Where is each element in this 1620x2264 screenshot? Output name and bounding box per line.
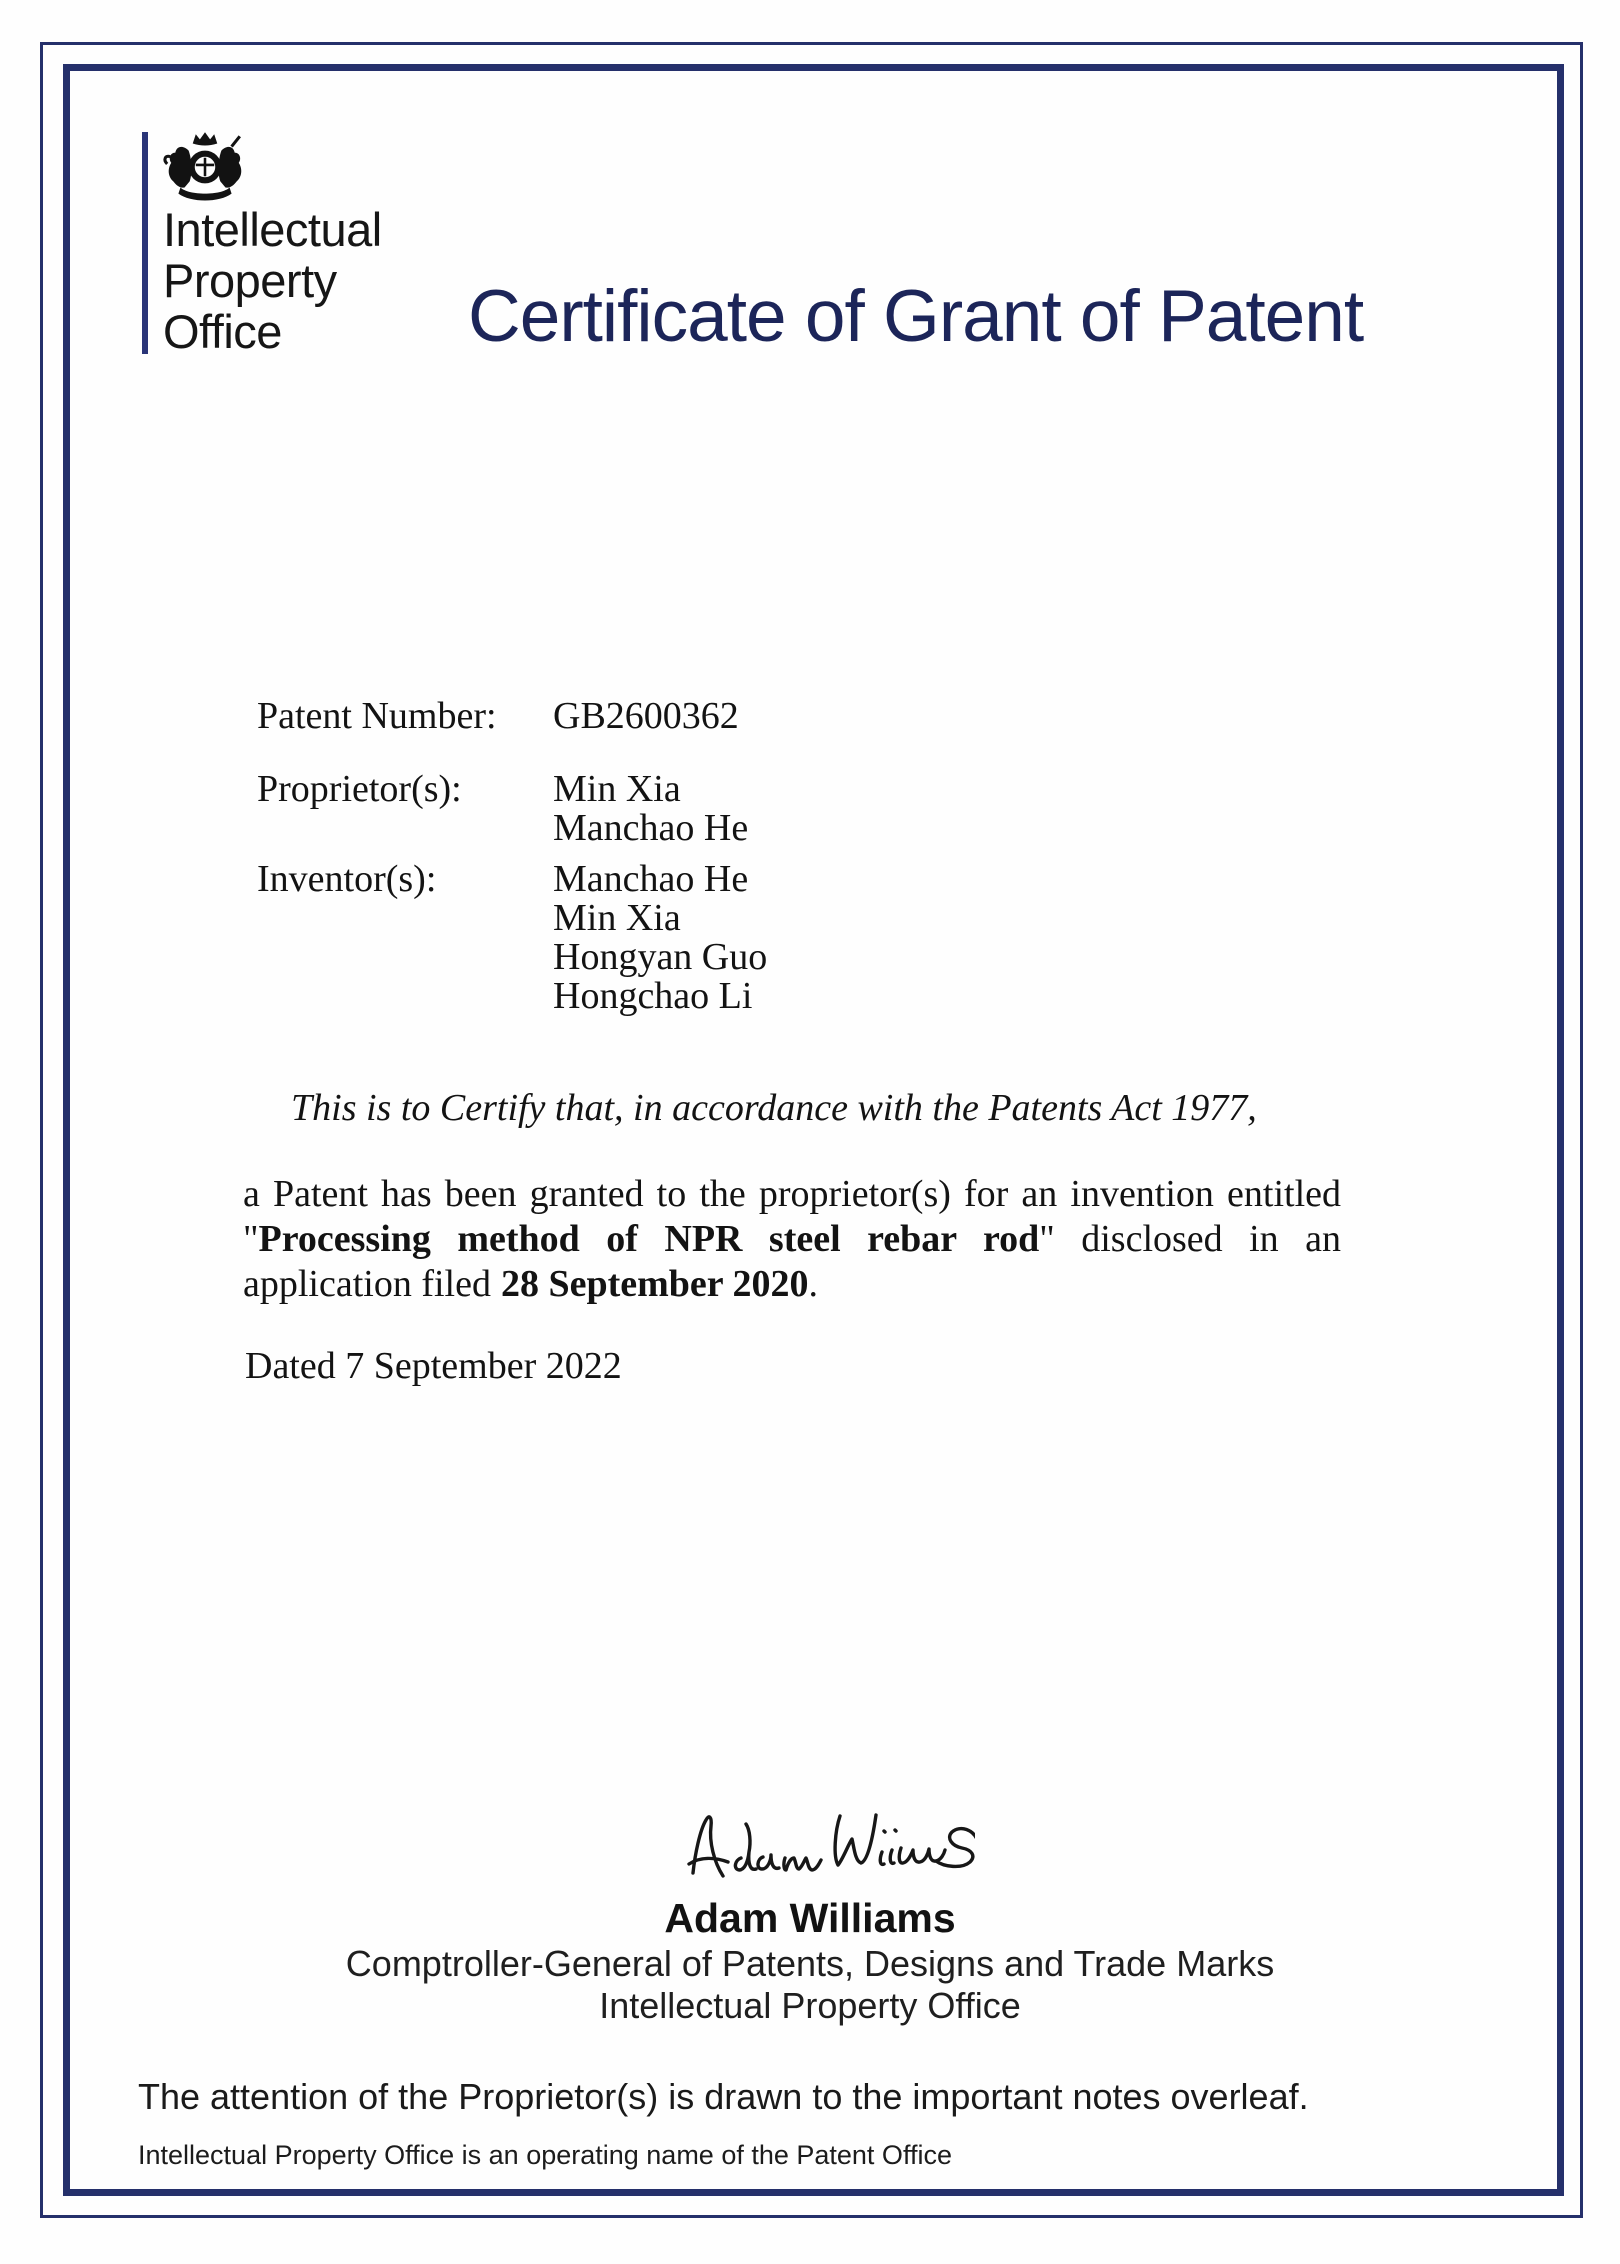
detail-label: Proprietor(s): — [257, 768, 462, 810]
signature-icon — [685, 1800, 975, 1886]
logo-line: Office — [163, 305, 282, 358]
detail-row-inventors — [257, 860, 767, 1016]
inventor-name: Hongchao Li — [553, 975, 753, 1017]
inventor-name: Manchao He — [553, 858, 749, 900]
detail-value — [553, 860, 767, 1016]
logo-wordmark — [163, 204, 382, 357]
logo-vertical-bar — [142, 132, 148, 354]
grant-line-3 — [243, 1262, 1341, 1307]
detail-row-proprietors — [257, 770, 767, 848]
patent-details — [257, 697, 767, 1016]
attention-note: The attention of the Proprietor(s) is drawn to the important notes overleaf. — [138, 2076, 1309, 2117]
detail-label: Inventor(s): — [257, 858, 437, 900]
inventor-name: Min Xia — [553, 897, 681, 939]
certification-line: This is to Certify that, in accordance with the Patents Act 1977, — [291, 1087, 1257, 1129]
invention-title: Processing method of NPR steel rebar rod — [258, 1218, 1040, 1260]
detail-row-patent-number — [257, 697, 767, 736]
grant-paragraph — [243, 1172, 1341, 1307]
grant-line-1: a Patent has been granted to the proprietor(s) for an invention entitled — [243, 1173, 1341, 1215]
grant-line-2-rest: " disclosed in an — [1039, 1218, 1342, 1260]
royal-crest-icon — [160, 130, 250, 204]
grant-line-3-prefix: application filed — [243, 1263, 491, 1305]
grant-line-3-suffix: . — [808, 1263, 818, 1305]
detail-value — [553, 770, 748, 848]
filing-date: 28 September 2020 — [500, 1263, 809, 1305]
detail-label: Patent Number: — [257, 695, 497, 737]
open-quote: " — [243, 1218, 259, 1260]
operating-name-note: Intellectual Property Office is an operating name of the Patent Office — [138, 2140, 952, 2170]
signatory-role: Comptroller-General of Patents, Designs and Trade Marks — [345, 1943, 1275, 1984]
signatory-name: Adam Williams — [664, 1895, 956, 1941]
signatory-office: Intellectual Property Office — [599, 1985, 1021, 2026]
logo-line: Property — [163, 254, 337, 307]
dated-line: Dated 7 September 2022 — [245, 1345, 622, 1387]
proprietor-name: Min Xia — [553, 768, 681, 810]
grant-line-2 — [243, 1217, 1341, 1262]
inventor-name: Hongyan Guo — [553, 936, 768, 978]
detail-value — [553, 697, 739, 736]
page-title: Certificate of Grant of Patent — [468, 276, 1364, 357]
proprietor-name: Manchao He — [553, 807, 749, 849]
patent-number: GB2600362 — [553, 695, 739, 737]
logo-line: Intellectual — [163, 203, 382, 256]
